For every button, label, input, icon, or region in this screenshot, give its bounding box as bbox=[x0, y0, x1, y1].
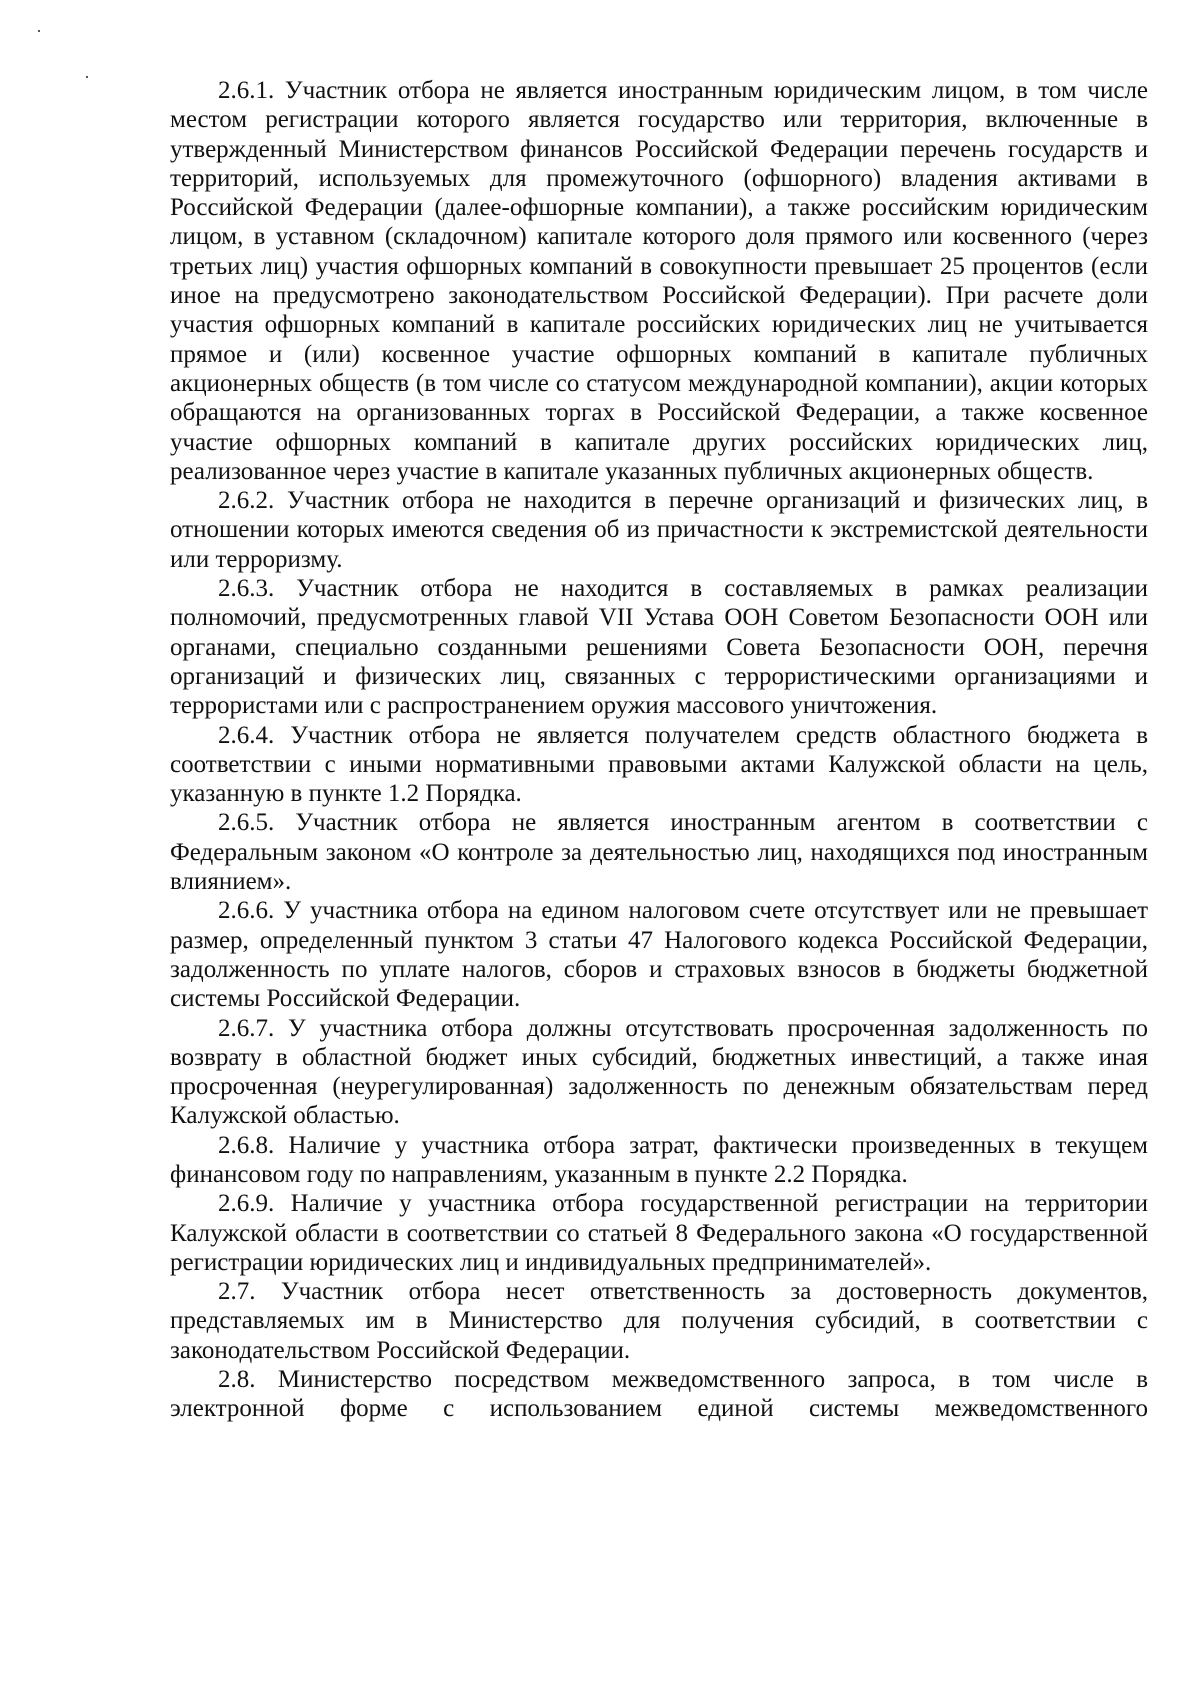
clause-text: Участник отбора не является получателем средств областного бюджета в соответствии с иными нормативными правовыми актами Калужской области на цель, указанную в пункте 1.2 Порядка. bbox=[170, 721, 1149, 808]
clause-2-6-3 bbox=[170, 574, 1148, 720]
clause-2-8 bbox=[170, 1365, 1148, 1424]
clause-text: Наличие у участника отбора затрат, фактически произведенных в текущем финансовом году по направлениям, указанным в пункте 2.2 Порядка. bbox=[170, 1131, 1149, 1188]
clause-text: У участника отбора на едином налоговом счете отсутствует или не превышает размер, определенный пунктом 3 статьи 47 Налогового кодекса Российской Федерации, задолженность по уплате налогов, сборов и страховых взносов в бюджеты бюджетной системы Российской Федерации. bbox=[170, 897, 1148, 1013]
clause-number: 2.6.3. bbox=[218, 575, 275, 603]
clause-text: Министерство посредством межведомственного запроса, в том числе в электронной форме с использованием единой системы межведомственного bbox=[170, 1366, 1148, 1423]
clause-text: Участник отбора не находится в перечне организаций и физических лиц, в отношении которых имеются сведения об из причастности к экстремистской деятельности или терроризму. bbox=[170, 487, 1148, 573]
clause-text: Участник отбора не является иностранным юридическим лицом, в том числе местом регистрации которого является государство или территория, включенные в утвержденный Министерством финансов Российской Федерации перечень государств и территорий, используемых для промежуточного (офшорного) владения активами в Российской Федерации (далее-офшорные компании), а также российским юридическим лицом, в уставном (складочном) капитале которого доля прямого или косвенного (через третьих лиц) участия офшорных компаний в совокупности превышает 25 процентов (если иное на предусмотрено законодательством Российской Федерации). При расчете доли участия офшорных компаний в капитале российских юридических лиц не учитывается прямое и (или) косвенное участие офшорных компаний в капитале публичных акционерных обществ (в том числе со статусом международной компании), акции которых обращаются на организованных торгах в Российской Федерации, а также косвенное участие офшорных компаний в капитале других российских юридических лиц, реализованное через участие в капитале указанных публичных акционерных обществ. bbox=[170, 77, 1149, 485]
clause-number: 2.6.5. bbox=[218, 809, 275, 837]
clause-2-7 bbox=[170, 1277, 1148, 1365]
clause-number: 2.6.8. bbox=[218, 1131, 275, 1159]
clause-number: 2.6.4. bbox=[218, 721, 275, 749]
clause-text: Наличие у участника отбора государственной регистрации на территории Калужской области в соответствии со статьей 8 Федерального закона «О государственной регистрации юридических лиц и индивидуальных предпринимателей». bbox=[170, 1190, 1148, 1276]
clause-2-6-5 bbox=[170, 808, 1148, 896]
clause-number: 2.6.9. bbox=[218, 1190, 275, 1218]
document-page bbox=[170, 76, 1148, 1424]
scan-artifact-dot bbox=[86, 76, 88, 78]
clause-number: 2.6.7. bbox=[218, 1014, 275, 1042]
clause-2-6-6 bbox=[170, 896, 1148, 1013]
clause-number: 2.6.1. bbox=[218, 77, 275, 104]
scan-artifact-dot bbox=[38, 30, 40, 32]
clause-number: 2.7. bbox=[218, 1278, 256, 1306]
clause-number: 2.6.6. bbox=[218, 897, 275, 925]
clause-2-6-1 bbox=[170, 76, 1148, 486]
clause-2-6-9 bbox=[170, 1189, 1148, 1277]
clause-text: У участника отбора должны отсутствовать просроченная задолженность по возврату в областной бюджет иных субсидий, бюджетных инвестиций, а также иная просроченная (неурегулированная) задолженность по денежным обязательствам перед Калужской областью. bbox=[170, 1014, 1149, 1130]
clause-number: 2.6.2. bbox=[218, 487, 275, 515]
clause-2-6-8 bbox=[170, 1131, 1148, 1190]
clause-2-6-2 bbox=[170, 486, 1148, 574]
clause-text: Участник отбора не является иностранным агентом в соответствии с Федеральным законом «О контроле за деятельностью лиц, находящихся под иностранным влиянием». bbox=[170, 809, 1149, 896]
clause-number: 2.8. bbox=[218, 1366, 256, 1394]
clause-text: Участник отбора не находится в составляемых в рамках реализации полномочий, предусмотренных главой VII Устава ООН Советом Безопасности ООН или органами, специально созданными решениями Совета Безопасности ООН, перечня организаций и физических лиц, связанных с террористическими организациями и террористами или с распространением оружия массового уничтожения. bbox=[170, 575, 1148, 720]
clause-text: Участник отбора несет ответственность за достоверность документов, представляемых им в Министерство для получения субсидий, в соответствии с законодательством Российской Федерации. bbox=[170, 1278, 1149, 1364]
clause-2-6-7 bbox=[170, 1014, 1148, 1131]
clause-2-6-4 bbox=[170, 721, 1148, 809]
